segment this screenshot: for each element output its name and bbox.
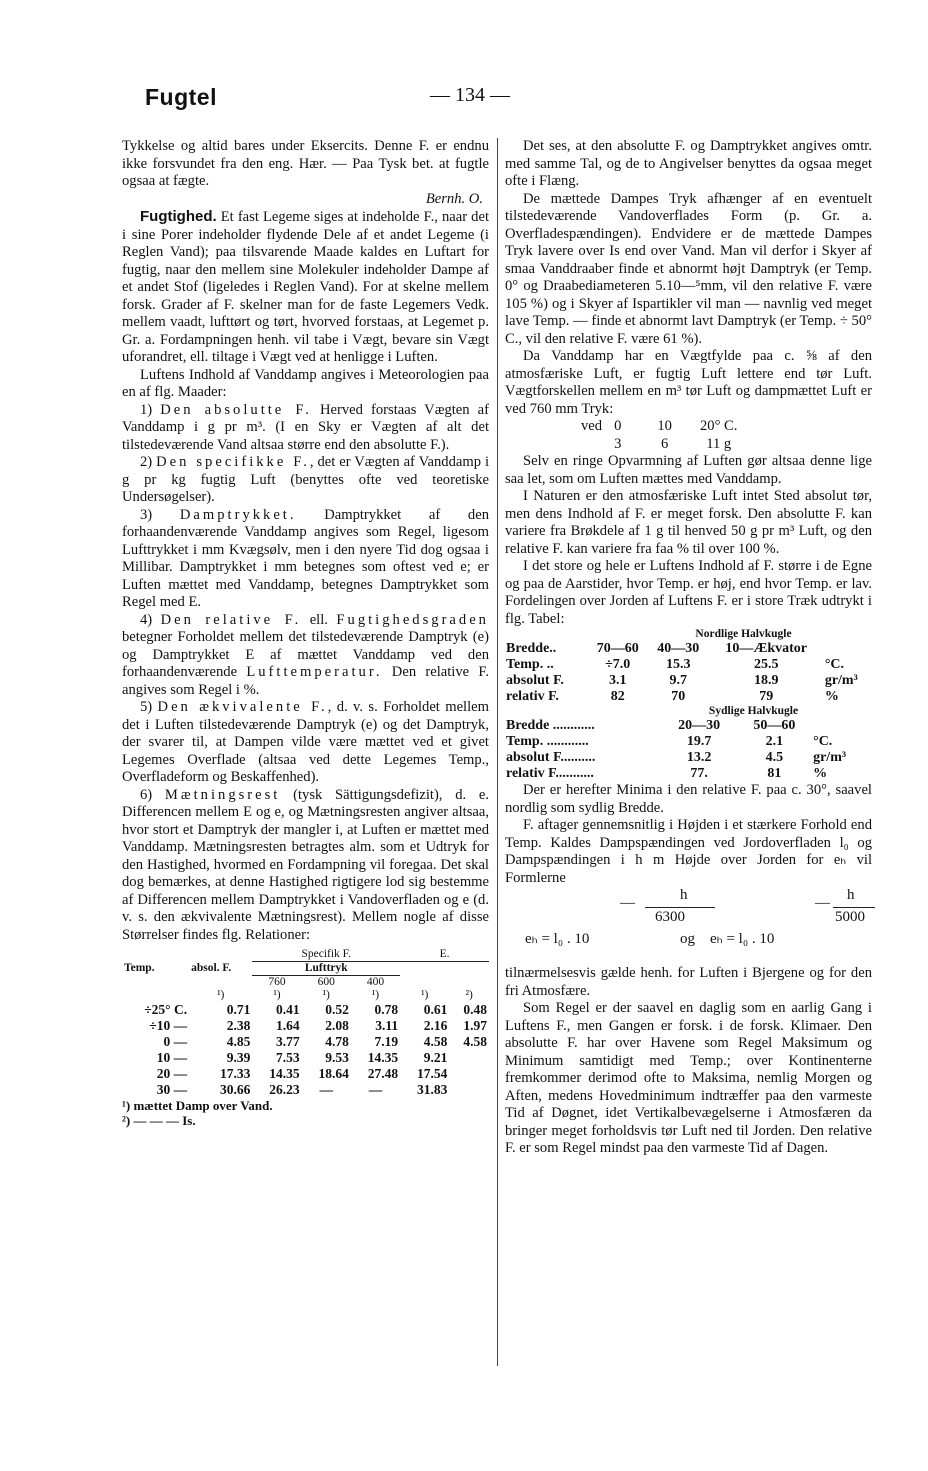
- table-caption: Nordlige Halvkugle: [695, 628, 792, 640]
- right-column: [505, 138, 872, 1158]
- table-row: Temp. .. ÷7.0 15.3 25.5 °C.: [506, 657, 845, 672]
- entry-headword: Fugtighed.: [140, 208, 217, 225]
- humidity-table-south: [505, 718, 872, 782]
- column-divider: [497, 138, 498, 1366]
- paragraph: Selv en ringe Opvarmning af Luften gør altsaa denne lige saa let, som om Luften mættes med Vanddamp.: [505, 453, 872, 487]
- table-row: Temp. ............ 19.7 2.1 °C.: [506, 734, 833, 749]
- paragraph: I det store og hele er Luftens Indhold af F. større i de Egne og paa de Aarstider, hvor Temp. er høj, end hvor Temp. er lav. Fordelingen over Jorden af Luftens F. er i store Træk udtrykt i flg. Tabel:: [505, 558, 872, 627]
- table-row: Bredde ............ 20—30 50—60: [506, 718, 796, 733]
- table-row: 0 — 4.85 3.77 4.78 7.19 4.58 4.58: [163, 1034, 487, 1049]
- list-item: 3) Damptrykket. Damptrykket af den forhaandenværende Vanddamp angives som Regel, ligesom Lufttrykket i mm Kvægsølv, men i den nyere Tid dog ogsaa i Millibar. Damptrykket i mm betegnes som oftest ved e; er Luften mættet med Vanddamp, betegnes Damptrykket som Regel med E.: [122, 506, 490, 610]
- list-item: 2) Den specifikke F., det er Vægten af Vanddamp i g pr kg fugtig Luft (benyttes ofte ved teoretiske Undersøgelser).: [122, 454, 489, 505]
- list-item: 1) Den absolutte F. Herved forstaas Vægten af Vanddamp i g pr m³. (I en Sky er Vægten af alt det tilstedeværende Vand altsaa større end den absolutte F.).: [122, 401, 489, 453]
- author-signature: Bernh. O.: [425, 190, 483, 207]
- paragraph: Der er herefter Minima i den relative F. paa c. 30°, saavel nordlig som sydlig Bredde.: [505, 782, 872, 816]
- table-row: relativ F. 82 70 79 %: [506, 689, 839, 704]
- running-head: Fugtel: [145, 84, 217, 110]
- fraction-line: [833, 907, 875, 908]
- table-row: absolut F.......... 13.2 4.5 gr/m³: [506, 750, 847, 765]
- table-caption: Sydlige Halvkugle: [708, 705, 799, 717]
- table-footnote: ²) — — — Is.: [122, 1113, 196, 1128]
- page-number: — 134 —: [430, 84, 510, 106]
- page-header: [0, 78, 928, 118]
- paragraph: Luftens Indhold af Vanddamp angives i Meteorologien paa en af flg. Maader:: [122, 366, 489, 400]
- humidity-table-north: [505, 641, 872, 705]
- formula: — h 6300 — h 5000 eₕ = l₀ . 10 og eₕ = l₀ . 10: [505, 887, 872, 965]
- relations-table: Specifik F. E. Temp. absol. F. Lufttryk 760 600 400 ¹) ¹) ¹) ¹) ¹) ²) ÷25° C. 0.71 0.41 0.52 0.78 0.61 0.48 ÷10 — 2.38 1.64 2.08 3.11 2.16 1.97 0 — 4.85 3.77 4.78 7.19 4.58 4.58 10 — 9.39 7.53 9.53 14.35 9.21 20 — 17.33 14.35 18.64 27.48 17.54 30 — 30.66 26.23 — — 31.83: [124, 948, 487, 1097]
- table-row: 3 6 11 g: [614, 435, 732, 452]
- paragraph: F. aftager gennemsnitlig i Højden i et stærkere Forhold end Temp. Kaldes Dampspændingen ved Jordoverfladen l₀ og Dampspændingen i h m Højde over Jorden for eₕ vil Formlerne: [505, 817, 872, 886]
- table-row: ved 0 10 20° C.: [581, 418, 738, 434]
- paragraph: I Naturen er den atmosfæriske Luft intet Sted absolut tør, men dens Indhold af F. er meget forsk. Den absolutte F. kan variere fra Brøkdele af 1 g til henved 50 g pr m³ Luft, og den relative F. kan variere fra faa % til over 100 %.: [505, 488, 872, 557]
- paragraph: Som Regel er der saavel en daglig som en aarlig Gang i Luftens F., men Gangen er forsk. i de forsk. Klimaer. Den absolutte F. har over Havene som Regel Maksimum og Minimum samtidigt med Temp.; over Kontinenterne fremkommer derimod ofte to Maksima, nemlig Morgen og Aften, medens Hovedminimum indtræffer paa den varmeste Tid af Døgnet, idet Vertikalbevægelserne i Atmosfæren da bringer meget forholdsvis tør Luft ned til Jorden. Den relative F. er som Regel mindst paa den varmeste Tid af Dagen.: [505, 1000, 872, 1156]
- table-footnote: ¹) mættet Damp over Vand.: [122, 1098, 273, 1113]
- fraction-line: [645, 907, 715, 908]
- paragraph: tilnærmelsesvis gælde henh. for Luften i Bjergene og for den fri Atmosfære.: [505, 965, 872, 999]
- list-item: 6) Mætningsrest (tysk Sättigungsdefizit), d. e. Differencen mellem E og e, og Mætningsresten angiver altsaa, hvor stort et Damptryk der mangler i, at Luften er mættet med Vanddamp. Mætningsresten betragtes alm. som et Udtryk for den Hastighed, hvormed en Fordampning vil foregaa. Det skal dog bemærkes, at denne Hastighed rigtigere lod sig bestemme af Differencen mellem Damptrykket i Vandoverfladen og e (d. v. s. den ækvivalente Mætningsrest). Mellem nogle af disse Størrelser findes flg. Relationer:: [122, 786, 489, 943]
- table-row: Bredde.. 70—60 40—30 10—Ækvator: [506, 641, 808, 656]
- left-column: [122, 138, 489, 1128]
- list-item: 4) Den relative F. ell. Fugtighedsgraden betegner Forholdet mellem det tilstedeværende Damptryk (e) og Damptrykket E af mættet Vanddamp ved den forhaandenværende Lufttemperatur. Den relative F. angives som Regel i %.: [122, 611, 489, 698]
- paragraph: Tykkelse og altid bares under Eksercits. Denne F. er endnu ikke forsvundet fra den eng. Hær. — Paa Tysk bet. at fugtle ogsaa at fægte.: [122, 138, 489, 189]
- table-row: 20 — 17.33 14.35 18.64 27.48 17.54: [156, 1066, 448, 1081]
- table-row: ÷25° C. 0.71 0.41 0.52 0.78 0.61 0.48: [144, 1002, 487, 1017]
- vapor-weight-table: [575, 418, 743, 453]
- table-row: relativ F........... 77. 81 %: [506, 766, 828, 781]
- paragraph: Det ses, at den absolutte F. og Damptrykket angives omtr. med samme Tal, og de to Angivelser benyttes da ogsaa meget ofte i Flæng.: [505, 138, 872, 189]
- paragraph: Fugtighed. Et fast Legeme siges at indeholde F., naar det i sine Porer indeholder flydende Dele af et andet Legeme (i Reglen Vand); paa tilsvarende Maade kaldes en Luftart for fugtig, naar den mellem sine Molekuler indeholder Dampe af et andet Stof (ligeledes i Reglen Vand). For at skelne mellem forsk. Grader af F. skelner man for de faste Legemers Vedk. mellem vaadt, lufttørt og tørt, hvorved forstaas, at Legemet p. Gr. a. Fordampningen henh. vil tabe i Vægt, bevare sin Vægt uforandret, ell. tiltage i Vægt ved at henligge i Luften.: [122, 208, 489, 365]
- paragraph: Da Vanddamp har en Vægtfylde paa c. ⅝ af den atmosfæriske Luft, er fugtig Luft lettere end tør Luft. Vægtforskellen mellem en m³ tør Luft og dampmættet Luft er ved 760 mm Tryk:: [505, 348, 872, 417]
- table-row: 10 — 9.39 7.53 9.53 14.35 9.21: [156, 1050, 448, 1065]
- list-item: 5) Den ækvivalente F., d. v. s. Forholdet mellem det i Luften tilstedeværende Damptryk (e) og det Damptryk, der svarer til, at Dampen vilde være mættet ved et givet Legemes Overflade (altsaa ved dette Legemes Temp., Overfladeform og Beskaffenhed).: [122, 699, 489, 785]
- paragraph: De mættede Dampes Tryk afhænger af en eventuelt tilstedeværende Vandoverflades Form (p. Gr. a. Overfladespændingen). Endvidere er de mættede Dampes Tryk lavere over Is end over Vand. Man vil derfor i Skyer af smaa Vanddraaber finde et abnormt højt Damptryk (er Temp. 0° og Draabediameteren 5.10—⁵mm, vil den relative F. være 105 %) og i Skyer af Ispartikler vil man — navnlig ved meget lave Temp. — finde et abnormt lavt Damptryk (er Temp. ÷ 50° C., vil den relative F. være 61 %).: [505, 190, 872, 347]
- table-row: absolut F. 3.1 9.7 18.9 gr/m³: [506, 673, 858, 688]
- table-row: 30 — 30.66 26.23 — — 31.83: [156, 1082, 448, 1097]
- table-row: ÷10 — 2.38 1.64 2.08 3.11 2.16 1.97: [149, 1018, 487, 1033]
